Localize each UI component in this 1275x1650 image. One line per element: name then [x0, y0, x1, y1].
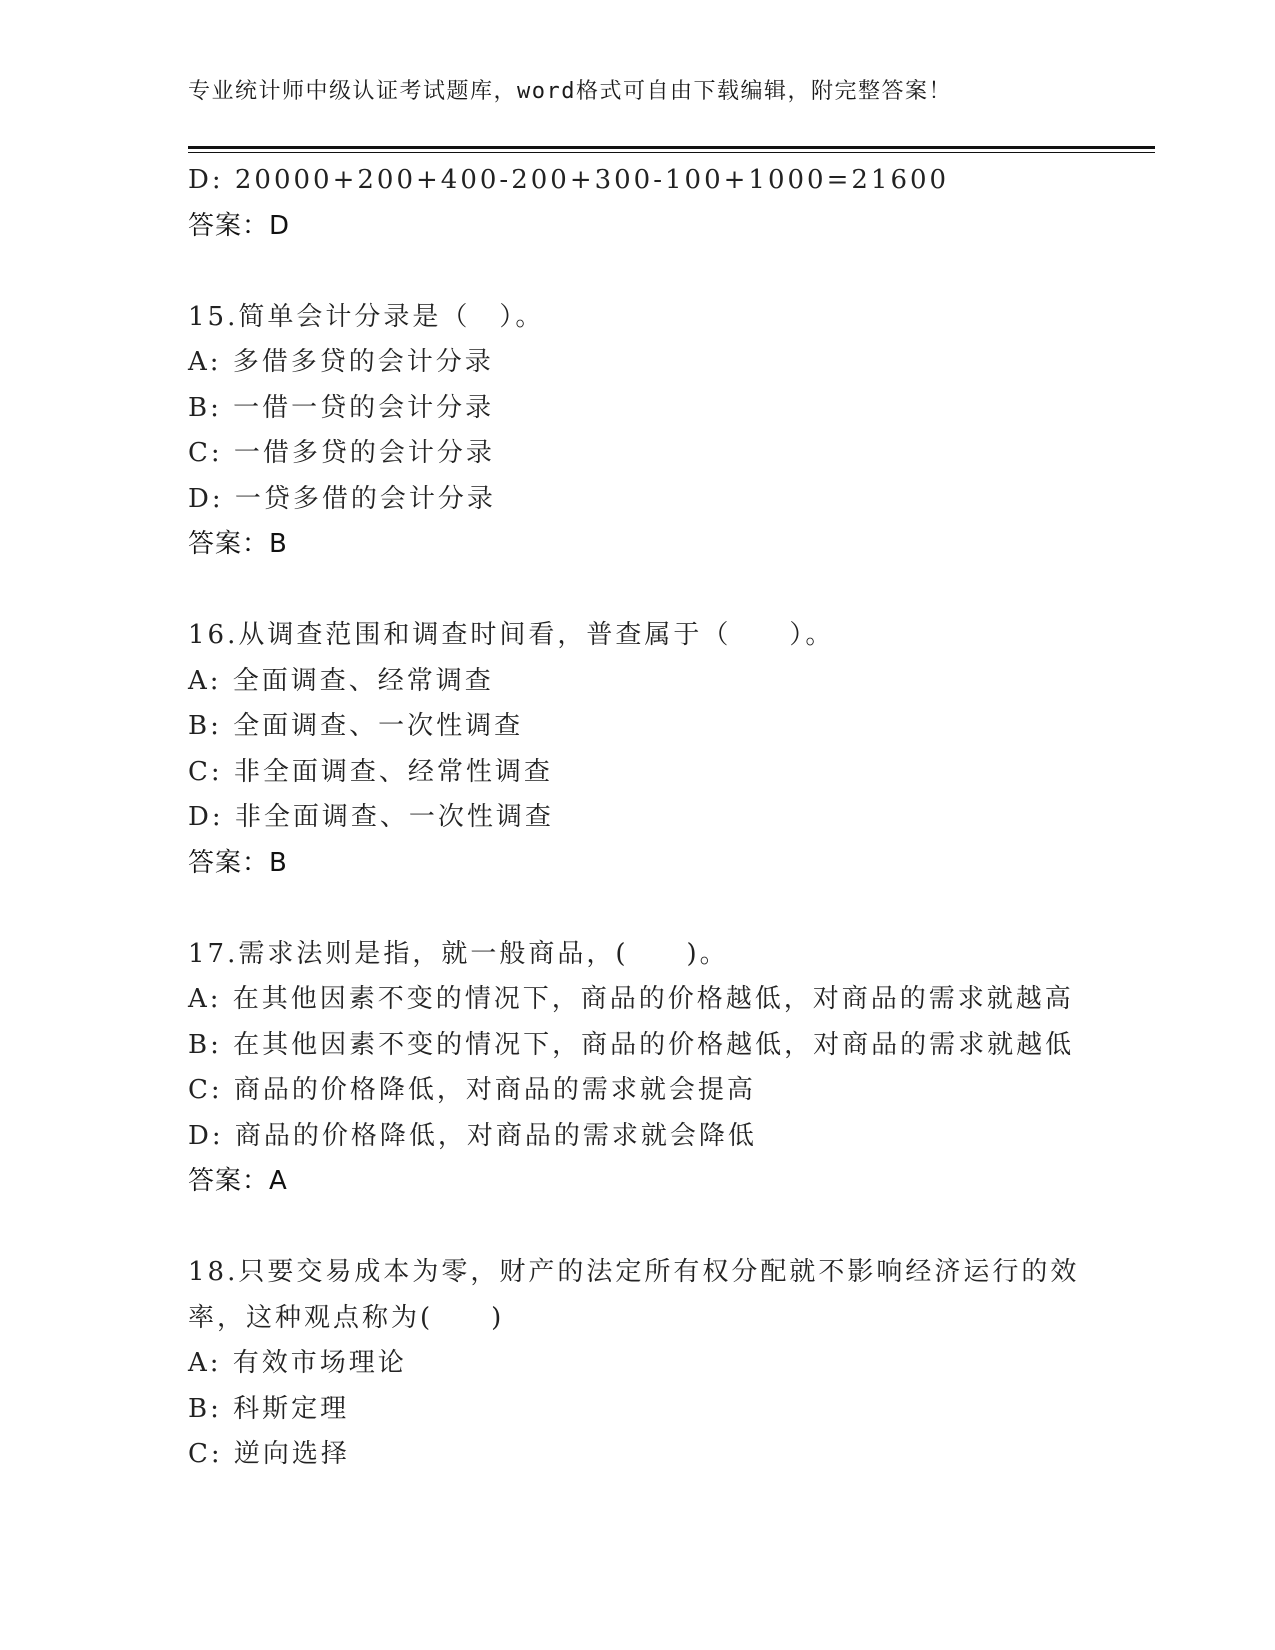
question-17-option-c: C: 商品的价格降低，对商品的需求就会提高 — [188, 1075, 756, 1105]
question-17-option-a: A: 在其他因素不变的情况下，商品的价格越低，对商品的需求就越高 — [188, 984, 1074, 1014]
header-divider-thin — [188, 152, 1155, 153]
question-16-option-b: B: 全面调查、一次性调查 — [188, 711, 524, 741]
question-content — [188, 158, 1088, 1478]
spacer — [188, 1205, 1088, 1251]
page-header: 专业统计师中级认证考试题库，word格式可自由下载编辑，附完整答案！ — [188, 79, 952, 104]
question-18-stem-line-1: 18.只要交易成本为零，财产的法定所有权分配就不影响经济运行的效 — [188, 1257, 1080, 1287]
prev-answer: 答案：D — [188, 210, 291, 241]
question-16-stem: 16.从调查范围和调查时间看，普查属于（ ）。 — [188, 620, 835, 650]
question-15-answer: 答案：B — [188, 529, 288, 559]
question-18-option-c: C: 逆向选择 — [188, 1439, 350, 1469]
question-18-option-b: B: 科斯定理 — [188, 1393, 350, 1424]
question-16-option-d: D: 非全面调查、一次性调查 — [188, 802, 554, 832]
spacer — [188, 886, 1088, 932]
question-16-answer: 答案：B — [188, 847, 288, 878]
question-16-option-c: C: 非全面调查、经常性调查 — [188, 756, 553, 787]
question-17-stem: 17.需求法则是指，就一般商品，( )。 — [188, 938, 729, 969]
question-16-option-a: A: 全面调查、经常调查 — [188, 665, 494, 696]
question-15-option-d: D: 一贷多借的会计分录 — [188, 483, 496, 514]
header-divider-thick — [188, 146, 1155, 149]
spacer — [188, 568, 1088, 614]
question-18-stem-line-2: 率，这种观点称为( ) — [188, 1302, 505, 1333]
question-15-stem: 15.简单会计分录是（ ）。 — [188, 301, 545, 332]
question-15-option-c: C: 一借多贷的会计分录 — [188, 438, 495, 468]
question-15-option-b: B: 一借一贷的会计分录 — [188, 392, 495, 423]
prev-option-d: D: 20000+200+400-200+300-100+1000=21600 — [188, 165, 950, 195]
question-15-option-a: A: 多借多贷的会计分录 — [188, 347, 494, 377]
question-18-option-a: A: 有效市场理论 — [188, 1348, 407, 1378]
question-17-option-b: B: 在其他因素不变的情况下，商品的价格越低，对商品的需求就越低 — [188, 1029, 1075, 1060]
spacer — [188, 249, 1088, 295]
question-17-answer: 答案：A — [188, 1166, 288, 1196]
question-17-option-d: D: 商品的价格降低，对商品的需求就会降低 — [188, 1120, 757, 1151]
